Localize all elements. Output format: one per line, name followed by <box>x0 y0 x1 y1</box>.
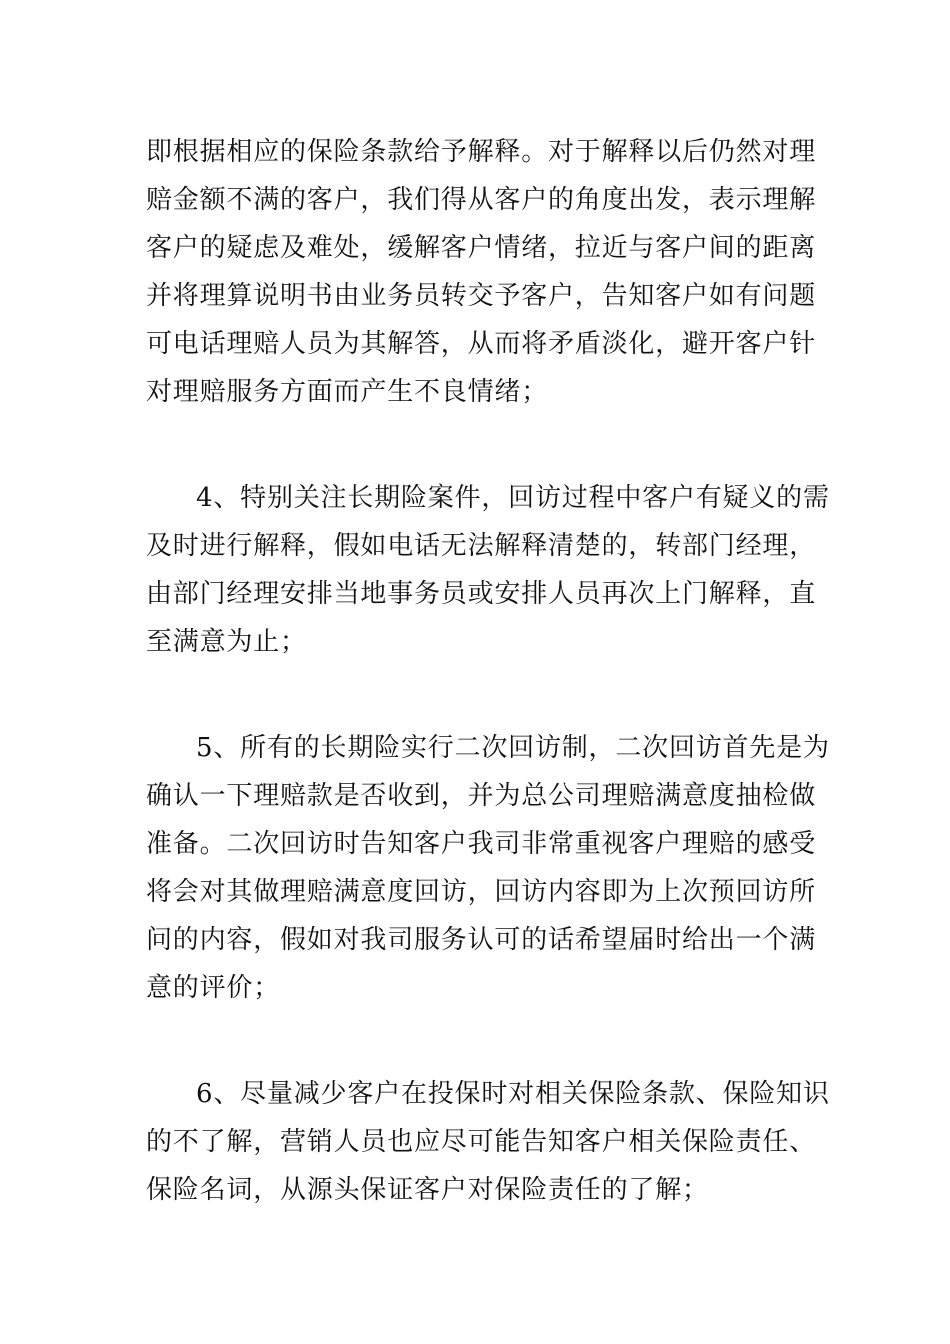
paragraph-2-line-4: 至满意为止； <box>146 627 307 657</box>
paragraph-1-line-1: 即根据相应的保险条款给予解释。对于解释以后仍然对理 <box>146 137 817 167</box>
paragraph-1-line-3: 客户的疑虑及难处，缓解客户情绪，拉近与客户间的距离 <box>146 233 817 263</box>
paragraph-3-line-6: 意的评价； <box>146 973 281 1003</box>
paragraph-1-line-4: 并将理算说明书由业务员转交予客户，告知客户如有问题 <box>146 281 817 311</box>
paragraph-2-line-1: 4、特别关注长期险案件，回访过程中客户有疑义的需 <box>196 483 830 513</box>
paragraph-4-line-1: 6、尽量减少客户在投保时对相关保险条款、保险知识 <box>196 1079 830 1109</box>
paragraph-3-line-3: 准备。二次回访时告知客户我司非常重视客户理赔的感受 <box>146 829 817 859</box>
paragraph-4-line-3: 保险名词，从源头保证客户对保险责任的了解； <box>146 1175 709 1205</box>
paragraph-2-line-3: 由部门经理安排当地事务员或安排人员再次上门解释，直 <box>146 579 817 609</box>
paragraph-1-line-2: 赔金额不满的客户，我们得从客户的角度出发，表示理解 <box>146 185 817 215</box>
paragraph-3-line-5: 问的内容，假如对我司服务认可的话希望届时给出一个满 <box>146 925 817 955</box>
paragraph-3-line-1: 5、所有的长期险实行二次回访制，二次回访首先是为 <box>196 733 830 763</box>
paragraph-2-line-2: 及时进行解释，假如电话无法解释清楚的，转部门经理， <box>146 531 817 561</box>
paragraph-1-line-6: 对理赔服务方面而产生不良情绪； <box>146 377 549 407</box>
paragraph-4-line-2: 的不了解，营销人员也应尽可能告知客户相关保险责任、 <box>146 1127 817 1157</box>
paragraph-3-line-2: 确认一下理赔款是否收到，并为总公司理赔满意度抽检做 <box>146 781 817 811</box>
paragraph-3-line-4: 将会对其做理赔满意度回访，回访内容即为上次预回访所 <box>146 877 817 907</box>
paragraph-1-line-5: 可电话理赔人员为其解答，从而将矛盾淡化，避开客户针 <box>146 329 817 359</box>
